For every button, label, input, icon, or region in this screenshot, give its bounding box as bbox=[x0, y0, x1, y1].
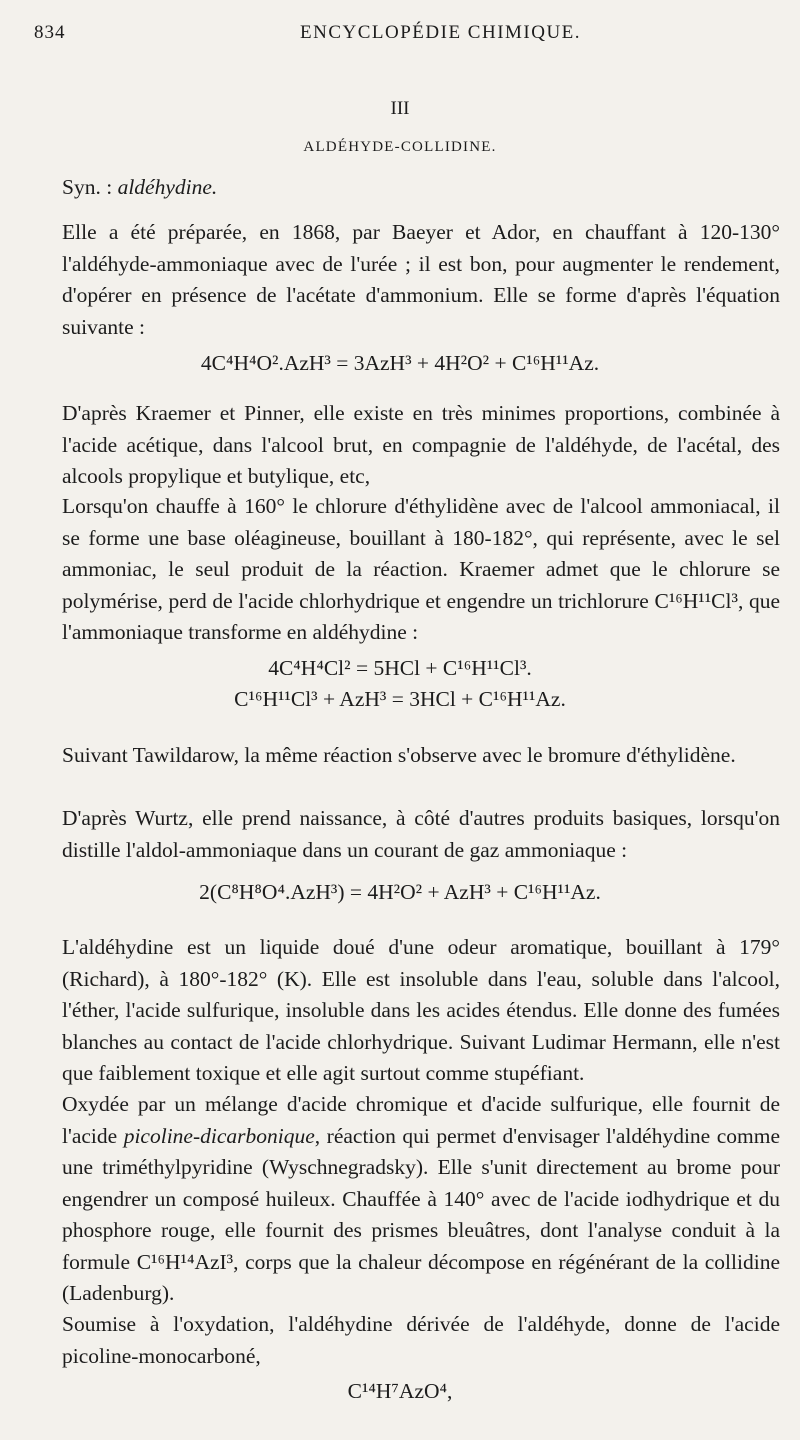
section-number: III bbox=[390, 98, 410, 119]
oxidation-text-start: Oxydée par un mélange d'acide chromique et d'acide sulfurique, elle fournit de l'acide bbox=[62, 1092, 780, 1148]
page-number: 834 bbox=[34, 22, 66, 43]
synonym-label: Syn. : bbox=[62, 175, 118, 199]
equation-picoline-monocarbone: C¹⁴H⁷AzO⁴, bbox=[347, 1379, 453, 1403]
equation-trichlorure: 4C⁴H⁴Cl² = 5HCl + C¹⁶H¹¹Cl³. bbox=[268, 656, 532, 680]
paragraph-occurrence: D'après Kraemer et Pinner, elle existe en très minimes proportions, combinée à l'acide acétique, dans l'alcool brut, en compagnie de l'aldéhyde, de l'acétal, des alcools propylique et butylique, etc, bbox=[62, 401, 780, 488]
paragraph-preparation: Elle a été préparée, en 1868, par Baeyer et Ador, en chauffant à 120-130° l'aldéhyde-ammoniaque avec de l'urée ; il est bon, pour augmenter le rendement, d'opérer en présence de l'acétate d'ammonium. Elle se forme d'après l'équation suivante : bbox=[62, 220, 780, 339]
paragraph-oxidation bbox=[62, 1089, 780, 1310]
oxidation-text-end: , réaction qui permet d'envisager l'aldéhydine comme une triméthylpyridine (Wyschnegradsky). Elle s'unit directement au brome pour engendrer un composé huileux. Chauffée à 140° avec de l'acide iodhydrique et du phosphore rouge, elle fournit des prismes bleuâtres, dont l'analyse conduit à la formule C¹⁶H¹⁴AzI³, corps que la chaleur décompose en régénérant de la collidine (Ladenburg). bbox=[62, 1123, 780, 1305]
paragraph-tawildarow: Suivant Tawildarow, la même réaction s'observe avec le bromure d'éthylidène. bbox=[62, 743, 736, 767]
paragraph-properties: L'aldéhydine est un liquide doué d'une odeur aromatique, bouillant à 179° (Richard), à 180°-182° (K). Elle est insoluble dans l'eau, soluble dans l'alcool, l'éther, l'acide sulfurique, insoluble dans les acides étendus. Elle donne des fumées blanches au contact de l'acide chlorhydrique. Suivant Ludimar Hermann, elle n'est que faiblement toxique et elle agit surtout comme stupéfiant. bbox=[62, 935, 780, 1085]
paragraph-wurtz: D'après Wurtz, elle prend naissance, à côté d'autres produits basiques, lorsqu'on distille l'aldol-ammoniaque dans un courant de gaz ammoniaque : bbox=[62, 806, 780, 862]
equation-aldehydine: C¹⁶H¹¹Cl³ + AzH³ = 3HCl + C¹⁶H¹¹Az. bbox=[234, 687, 566, 711]
synonym-line bbox=[62, 172, 780, 204]
equation-formation: 4C⁴H⁴O².AzH³ = 3AzH³ + 4H²O² + C¹⁶H¹¹Az. bbox=[200, 351, 600, 375]
section-title: ALDÉHYDE-COLLIDINE. bbox=[303, 139, 497, 155]
paragraph-monocarbone: Soumise à l'oxydation, l'aldéhydine dérivée de l'aldéhyde, donne de l'acide picoline-monocarboné, bbox=[62, 1312, 780, 1368]
equation-aldol: 2(C⁸H⁸O⁴.AzH³) = 4H²O² + AzH³ + C¹⁶H¹¹Az. bbox=[199, 880, 601, 904]
synonym-value: aldéhydine. bbox=[117, 175, 218, 199]
paragraph-chlorure: Lorsqu'on chauffe à 160° le chlorure d'éthylidène avec de l'alcool ammoniacal, il se forme une base oléagineuse, bouillant à 180-182°, qui représente, avec le sel ammoniac, le seul produit de la réaction. Kraemer admet que le chlorure se polymérise, perd de l'acide chlorhydrique et engendre un trichlorure C¹⁶H¹¹Cl³, que l'ammoniaque transforme en aldéhydine : bbox=[62, 494, 780, 644]
running-head: ENCYCLOPÉDIE CHIMIQUE. bbox=[300, 22, 582, 43]
picoline-dicarbonique-term: picoline-dicarbonique bbox=[123, 1123, 315, 1148]
